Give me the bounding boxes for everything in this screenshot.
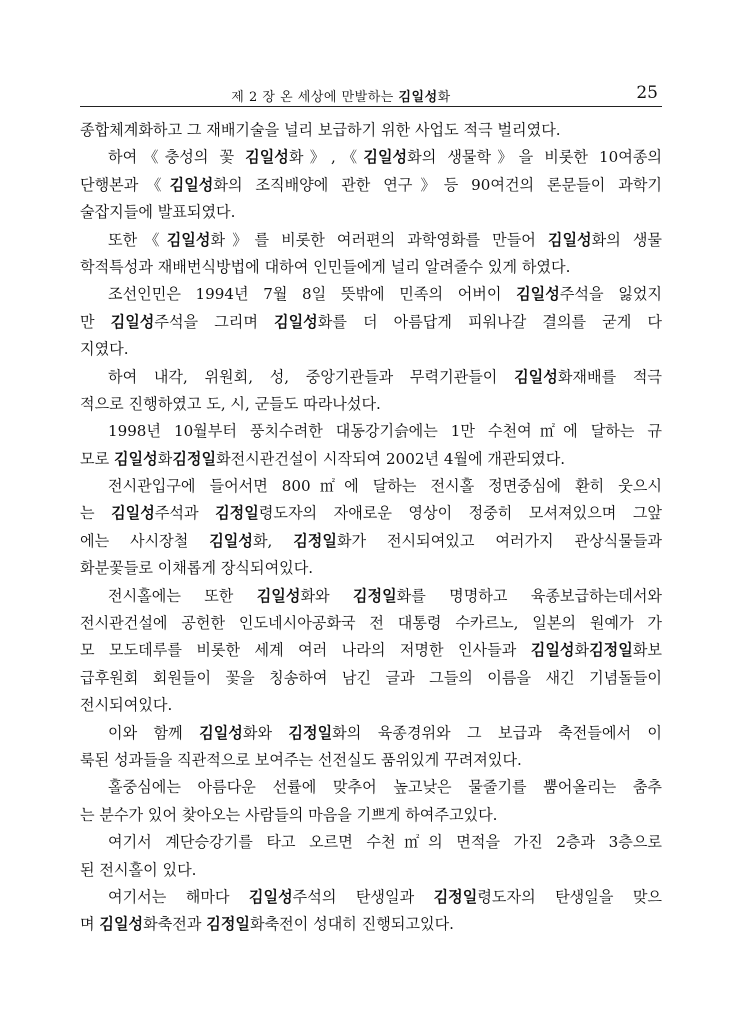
bold-name: 김일성 <box>110 312 155 331</box>
text-line <box>80 172 662 199</box>
bold-name: 김일성 <box>547 230 592 249</box>
text-segment: 전시되여있다. <box>80 696 173 715</box>
text-segment: 화전시관건설이 시작되여 2002년 4월에 개관되였다. <box>216 449 566 468</box>
text-segment: 지였다. <box>80 340 129 359</box>
text-line <box>80 555 662 582</box>
text-segment: 전시관건설에 공헌한 인도네시아공화국 전 대통령 수카르노, 일본의 원예가 가 <box>80 614 662 633</box>
text-line <box>80 418 662 445</box>
chapter-title-bold: 김일성 <box>398 90 438 105</box>
text-line <box>80 500 662 527</box>
bold-name: 김일성 <box>111 504 155 523</box>
text-line <box>80 199 662 226</box>
text-segment: 화 <box>157 449 173 468</box>
text-segment: 화를 명명하고 육종보급하는데서와 <box>396 586 662 605</box>
text-segment: 학적특성과 재배번식방법에 대하여 인민들에게 널리 알려줄수 있게 하였다. <box>80 257 571 276</box>
text-line <box>80 528 662 555</box>
bold-name: 김정일 <box>589 641 633 660</box>
chapter-title <box>80 86 602 105</box>
bold-name: 김일성 <box>248 887 293 906</box>
bold-name: 김일성 <box>530 641 575 660</box>
text-line <box>80 446 662 473</box>
text-line <box>80 610 662 637</box>
text-segment: 룩된 성과들을 직관적으로 보여주는 선전실도 품위있게 꾸려져있다. <box>80 750 522 769</box>
running-header <box>80 82 662 107</box>
text-segment: 종합체계화하고 그 재배기술을 널리 보급하기 위한 사업도 적극 벌리였다. <box>80 121 561 139</box>
text-segment: 하여《충성의 꽃 <box>108 148 246 167</box>
body-text <box>80 117 662 939</box>
text-segment: 적으로 진행하였고 도, 시, 군들도 따라나섰다. <box>80 394 381 413</box>
text-segment: 된 전시홀이 있다. <box>80 860 197 879</box>
text-segment: 화》,《 <box>288 148 364 167</box>
text-segment: 화축전이 성대히 진행되고있다. <box>250 915 454 934</box>
text-segment: 술잡지들에 발표되였다. <box>80 203 236 222</box>
text-segment: 령도자의 탄생일을 맞으 <box>477 887 662 906</box>
chapter-title-suffix: 화 <box>437 90 451 105</box>
text-segment: 화분꽃들로 이채롭게 장식되여있다. <box>80 559 314 578</box>
text-line <box>80 747 662 774</box>
text-line <box>80 637 662 664</box>
bold-name: 김일성 <box>199 723 243 742</box>
text-segment: 화가 전시되여있고 여러가지 관상식물들과 <box>336 531 662 550</box>
text-segment: 모 모도데루를 비롯한 세계 여러 나라의 저명한 인사들과 <box>80 641 531 660</box>
bold-name: 김일성 <box>166 230 211 249</box>
text-segment: 화보 <box>632 641 662 660</box>
bold-name: 김정일 <box>215 504 259 523</box>
text-segment: 화재배를 적극 <box>557 367 662 386</box>
text-segment: 전시홀에는 또한 <box>108 586 257 605</box>
bold-name: 김일성 <box>245 148 289 167</box>
text-segment: 화와 <box>242 723 289 742</box>
text-segment: 화와 <box>300 586 353 605</box>
text-segment: 홀중심에는 아름다운 선률에 맞추어 높고낮은 물줄기를 뿜어올리는 춤추 <box>108 778 662 797</box>
text-line <box>80 281 662 308</box>
text-segment: 1998년 10월부터 풍치수려한 대동강기슭에는 1만 수천여㎡에 달하는 규 <box>108 422 662 441</box>
text-line <box>80 227 662 254</box>
bold-name: 김일성 <box>113 449 158 468</box>
page-number: 25 <box>636 83 658 103</box>
text-line <box>80 665 662 692</box>
bold-name: 김정일 <box>293 531 337 550</box>
text-segment: 는 분수가 있어 찾아오는 사람들의 마음을 기쁘게 하여주고있다. <box>80 805 498 824</box>
text-line <box>80 857 662 884</box>
text-line <box>80 884 662 911</box>
text-segment: 단행본과《 <box>80 175 170 194</box>
text-segment: 에는 사시장철 <box>80 531 210 550</box>
text-line <box>80 720 662 747</box>
text-segment: 화를 더 아름답게 피워나갈 결의를 굳게 다 <box>317 312 662 331</box>
text-segment: 주석을 잃었지 <box>559 285 662 304</box>
text-line <box>80 364 662 391</box>
bold-name: 김일성 <box>209 531 253 550</box>
text-line <box>80 309 662 336</box>
text-segment: 이와 함께 <box>108 723 200 742</box>
bold-name: 김정일 <box>206 915 251 934</box>
text-segment: 주석을 그리며 <box>154 312 274 331</box>
text-segment: 며 <box>80 915 100 934</box>
text-segment: 화 <box>574 641 590 660</box>
bold-name: 김일성 <box>256 586 301 605</box>
text-line <box>80 117 662 144</box>
text-segment: 화, <box>252 531 294 550</box>
text-segment: 모로 <box>80 449 114 468</box>
bold-name: 김일성 <box>363 148 408 167</box>
text-segment: 주석과 <box>154 504 216 523</box>
text-segment: 화》를 비롯한 여러편의 과학영화를 만들어 <box>210 230 548 249</box>
text-segment: 화의 생물 <box>591 230 662 249</box>
bold-name: 김일성 <box>516 285 560 304</box>
text-line <box>80 391 662 418</box>
text-segment: 조선인민은 1994년 7월 8일 뜻밖에 민족의 어버이 <box>108 285 517 304</box>
text-line <box>80 829 662 856</box>
text-segment: 여기서는 해마다 <box>108 887 249 906</box>
text-segment: 전시관입구에 들어서면 800㎡에 달하는 전시홀 정면중심에 환히 웃으시 <box>108 477 662 496</box>
text-line <box>80 802 662 829</box>
bold-name: 김일성 <box>169 175 214 194</box>
text-line <box>80 144 662 171</box>
text-line <box>80 336 662 363</box>
text-line <box>80 583 662 610</box>
chapter-title-prefix: 제 2 장 온 세상에 만발하는 <box>231 90 399 105</box>
bold-name: 김정일 <box>288 723 333 742</box>
bold-name: 김일성 <box>274 312 318 331</box>
text-segment: 급후원회 회원들이 꽃을 칭송하여 남긴 글과 그들의 이름을 새긴 기념돌들이 <box>80 668 662 687</box>
text-segment: 는 <box>80 504 112 523</box>
text-segment: 령도자의 자애로운 영상이 정중히 모셔져있으며 그앞 <box>258 504 663 523</box>
text-segment: 화축전과 <box>143 915 207 934</box>
text-line <box>80 473 662 500</box>
bold-name: 김일성 <box>99 915 144 934</box>
text-segment: 화의 육종경위와 그 보급과 축전들에서 이 <box>332 723 662 742</box>
bold-name: 김정일 <box>433 887 478 906</box>
text-line <box>80 254 662 281</box>
bold-name: 김정일 <box>352 586 397 605</box>
text-line <box>80 774 662 801</box>
text-segment: 또한《 <box>108 230 167 249</box>
text-segment: 화의 조직배양에 관한 연구》등 90여건의 론문들이 과학기 <box>213 175 662 194</box>
text-segment: 주석의 탄생일과 <box>292 887 434 906</box>
text-line <box>80 911 662 938</box>
text-segment: 만 <box>80 312 111 331</box>
text-segment: 화의 생물학》을 비롯한 10여종의 <box>407 148 662 167</box>
bold-name: 김정일 <box>172 449 217 468</box>
bold-name: 김일성 <box>514 367 558 386</box>
text-line <box>80 692 662 719</box>
text-segment: 하여 내각, 위원회, 성, 중앙기관들과 무력기관들이 <box>108 367 515 386</box>
text-segment: 여기서 계단승강기를 타고 오르면 수천㎡의 면적을 가진 2층과 3층으로 <box>108 833 662 852</box>
